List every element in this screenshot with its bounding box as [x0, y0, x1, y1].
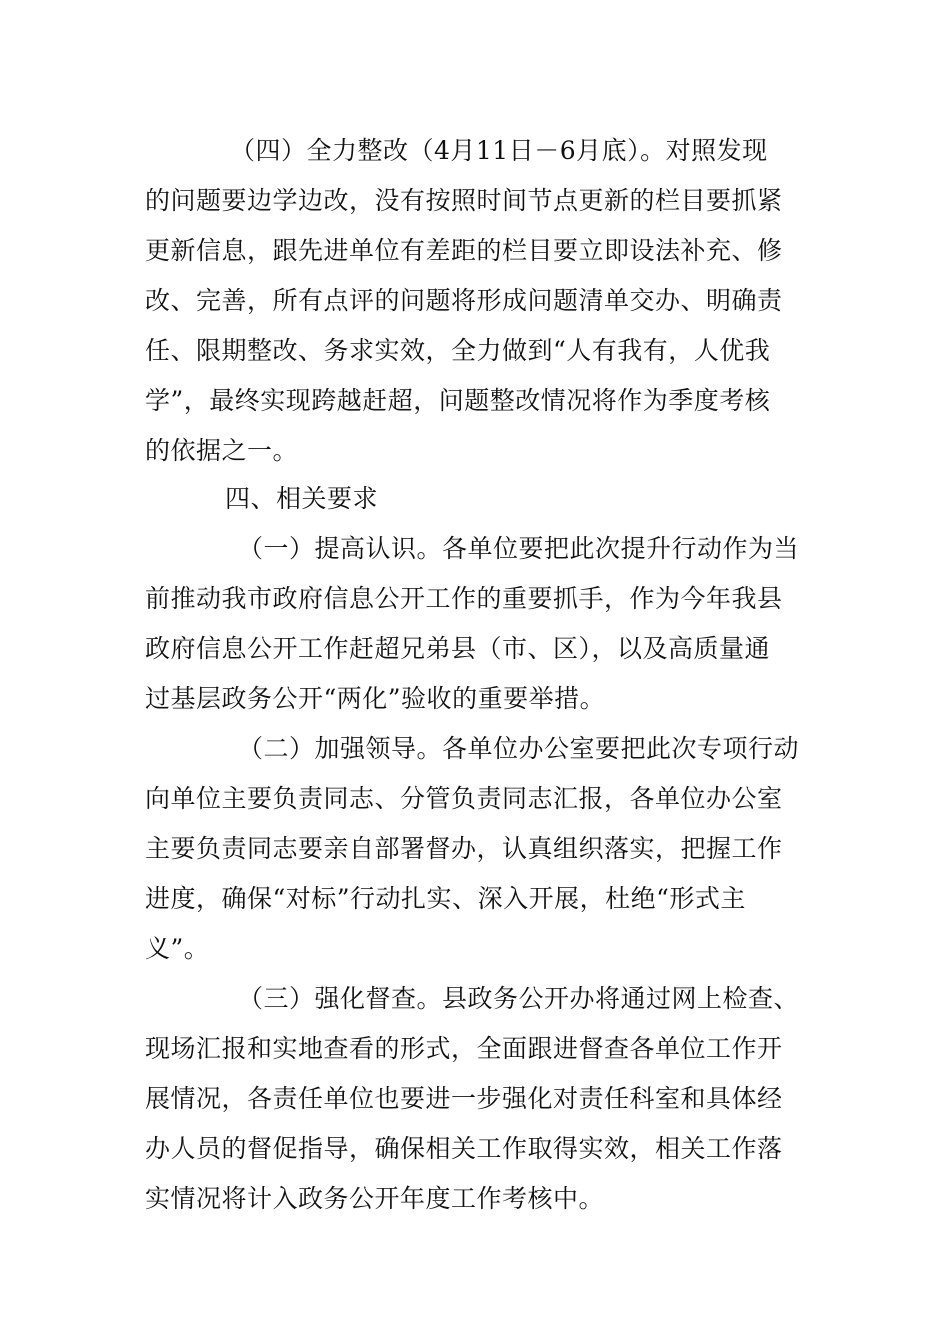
- paragraph-2-line-1: （二）加强领导。各单位办公室要把此次专项行动: [238, 734, 800, 763]
- paragraph-3-line-5: 实情况将计入政务公开年度工作考核中。: [145, 1184, 605, 1213]
- paragraph-2-line-5: 义”。: [145, 934, 210, 963]
- paragraph-1-line-1: （一）提高认识。各单位要把此次提升行动作为当: [238, 534, 800, 563]
- paragraph-1-line-2: 前推动我市政府信息公开工作的重要抓手，作为今年我县: [145, 584, 783, 613]
- paragraph-3-line-3: 展情况，各责任单位也要进一步强化对责任科室和具体经: [145, 1084, 783, 1113]
- paragraph-4-line-7: 的依据之一。: [145, 436, 299, 465]
- paragraph-3-line-2: 现场汇报和实地查看的形式，全面跟进督查各单位工作开: [145, 1034, 783, 1063]
- paragraph-4-line-3: 更新信息，跟先进单位有差距的栏目要立即设法补充、修: [145, 236, 783, 265]
- paragraph-4-line-4: 改、完善，所有点评的问题将形成问题清单交办、明确责: [145, 286, 783, 315]
- paragraph-4-line-1: （四）全力整改（4月11日－6月底）。对照发现: [230, 136, 768, 165]
- paragraph-3-line-1: （三）强化督查。县政务公开办将通过网上检查、: [238, 984, 800, 1013]
- paragraph-2-line-4: 进度，确保“对标”行动扎实、深入开展，杜绝“形式主: [145, 884, 746, 913]
- paragraph-2-line-3: 主要负责同志要亲自部署督办，认真组织落实，把握工作: [145, 834, 783, 863]
- paragraph-4-line-5: 任、限期整改、务求实效，全力做到“人有我有，人优我: [145, 336, 771, 365]
- paragraph-4-line-6: 学”，最终实现跨越赶超，问题整改情况将作为季度考核: [145, 386, 771, 415]
- paragraph-2-line-2: 向单位主要负责同志、分管负责同志汇报，各单位办公室: [145, 784, 783, 813]
- section-heading: 四、相关要求: [225, 484, 379, 513]
- paragraph-1-line-3: 政府信息公开工作赶超兄弟县（市、区），以及高质量通: [145, 634, 771, 663]
- paragraph-1-line-4: 过基层政务公开“两化”验收的重要举措。: [145, 684, 606, 713]
- paragraph-3-line-4: 办人员的督促指导，确保相关工作取得实效，相关工作落: [145, 1134, 783, 1163]
- paragraph-4-line-2: 的问题要边学边改，没有按照时间节点更新的栏目要抓紧: [145, 186, 783, 215]
